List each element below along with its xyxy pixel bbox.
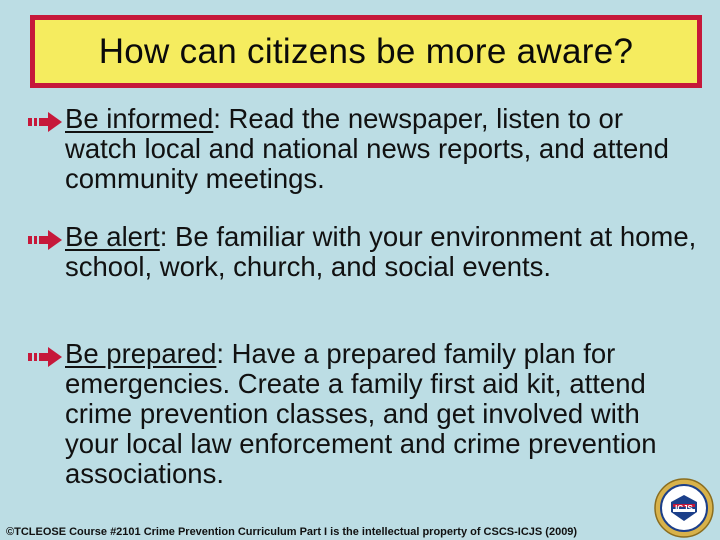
- bullet-text: [65, 222, 700, 282]
- bullet-text: [65, 104, 700, 194]
- slide-title: How can citizens be more aware?: [98, 31, 634, 71]
- bullet-item-prepared: [28, 339, 700, 489]
- arrow-bullet-icon: [28, 347, 62, 367]
- bullet-body: : Read the newspaper, listen to or watch local and national news reports, and attend community meetings.: [65, 103, 669, 194]
- arrow-bullet-icon: [28, 230, 62, 250]
- bullet-term: Be prepared: [65, 338, 217, 369]
- bullet-body: : Be familiar with your environment at home, school, work, church, and social events.: [65, 221, 697, 282]
- seal-logo-text: ICJS: [675, 504, 693, 513]
- bullet-item-alert: [28, 222, 700, 282]
- bullet-term: Be alert: [65, 221, 160, 252]
- crime-prevention-seal-icon: [654, 478, 714, 538]
- bullet-item-informed: [28, 104, 700, 194]
- bullet-term: Be informed: [65, 103, 214, 134]
- arrow-bullet-icon: [28, 112, 62, 132]
- copyright-footer: ©TCLEOSE Course #2101 Crime Prevention Curriculum Part I is the intellectual property of CSCS-ICJS (2009): [6, 526, 578, 538]
- bullet-body: : Have a prepared family plan for emergencies. Create a family first aid kit, attend crime prevention classes, and get involved with your local law enforcement and crime prevention associations.: [65, 338, 657, 489]
- bullet-text: [65, 339, 700, 489]
- slide-title-box: [30, 15, 702, 88]
